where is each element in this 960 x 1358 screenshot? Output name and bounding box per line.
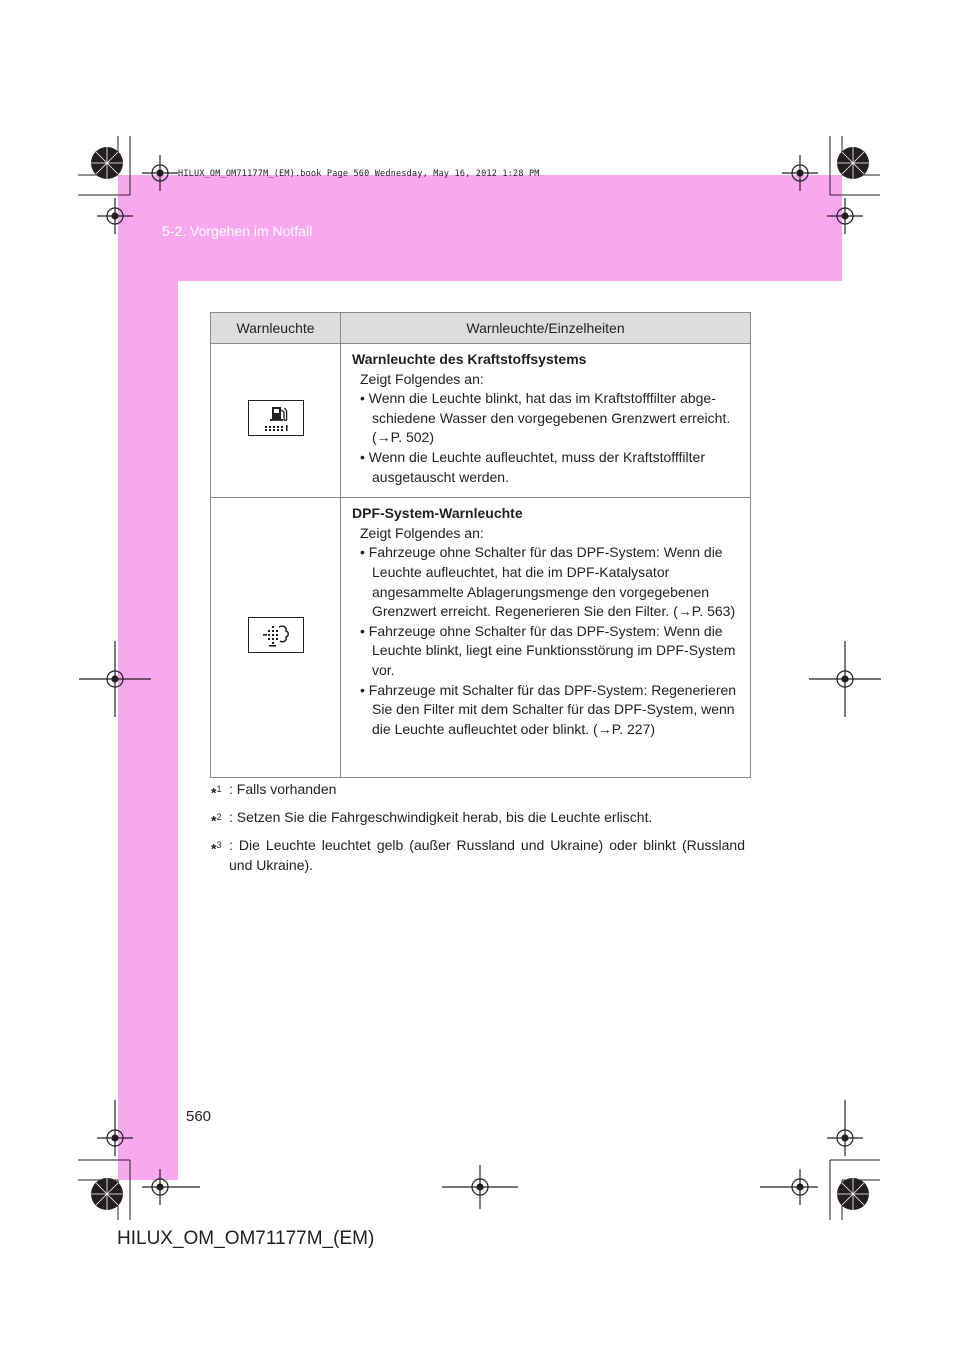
col-header-details: Warnleuchte/Einzelheiten	[341, 313, 751, 344]
section-title: 5-2. Vorgehen im Notfall	[162, 223, 313, 239]
footnote-marker: *$^1$	[211, 784, 222, 801]
footnote	[211, 808, 745, 831]
footnote	[211, 780, 745, 803]
table-row	[211, 498, 751, 778]
footnote-text: : Setzen Sie die Fahrgeschwindigkeit herab, bis die Leuchte erlischt.	[229, 809, 653, 825]
list-item: • Fahrzeuge mit Schalter für das DPF-System: Regenerieren Sie den Filter mit dem Schalter für das DPF-System, wenn die Leuchte aufleuchtet oder blinkt. (→P. 227)	[360, 681, 737, 737]
footnote-marker: *$^3$	[211, 840, 222, 857]
list-item: • Fahrzeuge ohne Schalter für das DPF-System: Wenn die Leuchte aufleuchtet, hat die im DPF-Katalysator angesammelte Ablagerungsmenge den vorgegebenen Grenzwert erreicht. Regenerieren Sie den Filter. (→P. 563)	[360, 544, 736, 620]
entry-intro: Zeigt Folgendes an:	[360, 370, 484, 387]
page-number: 560	[186, 1108, 212, 1125]
footnote-text: : Die Leuchte leuchtet gelb (außer Russland und Ukraine) oder blinkt (Russland und Ukraine).	[229, 837, 745, 873]
footnote-marker: *$^2$	[211, 812, 222, 829]
list-item: • Wenn die Leuchte aufleuchtet, muss der Kraftstofffilter ausgetauscht werden.	[360, 448, 705, 485]
list-item: • Wenn die Leuchte blinkt, hat das im Kraftstofffilter abgeschiedene Wasser den vorgegebenen Grenzwert erreicht. (→P. 502)	[360, 390, 731, 446]
list-item: • Fahrzeuge ohne Schalter für das DPF-System: Wenn die Leuchte blinkt, liegt eine Funktionsstörung im DPF-System vor.	[360, 622, 736, 678]
details-cell	[341, 498, 751, 778]
fuel-filter-warning-icon	[248, 400, 304, 436]
footnote-text: : Falls vorhanden	[229, 781, 337, 797]
file-stamp: HILUX_OM_OM71177M_(EM).book Page 560 Wednesday, May 16, 2012 1:28 PM	[178, 169, 540, 179]
details-cell	[341, 344, 751, 498]
entry-title: DPF-System-Warnleuchte	[352, 505, 523, 522]
warning-light-table	[210, 312, 751, 778]
table-row	[211, 344, 751, 498]
entry-intro: Zeigt Folgendes an:	[360, 524, 484, 541]
entry-title: Warnleuchte des Kraftstoffsystems	[352, 351, 587, 367]
dpf-system-warning-icon	[248, 617, 304, 653]
table-header-row	[211, 313, 751, 344]
footer-document-code: HILUX_OM_OM71177M_(EM)	[117, 1228, 375, 1249]
footnote	[211, 836, 745, 875]
icon-cell	[211, 498, 341, 778]
side-strip	[118, 281, 178, 1180]
icon-cell	[211, 344, 341, 498]
col-header-icon: Warnleuchte	[211, 313, 341, 344]
